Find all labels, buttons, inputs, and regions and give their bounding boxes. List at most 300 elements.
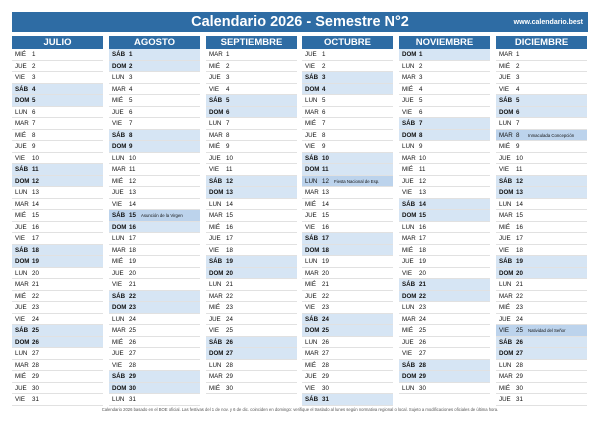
- day-number: 24: [32, 315, 39, 323]
- day-row: [12, 268, 103, 280]
- weekday-label: MIÉ: [499, 304, 511, 311]
- weekday-label: MAR: [305, 108, 319, 116]
- day-number: 5: [129, 97, 133, 104]
- day-row: [206, 84, 297, 96]
- day-number: 1: [516, 51, 520, 58]
- weekday-label: MAR: [209, 292, 223, 300]
- day-row: [206, 118, 297, 130]
- day-row: [496, 153, 587, 165]
- day-number: 28: [516, 361, 523, 369]
- day-number: 6: [32, 108, 36, 116]
- day-number: 22: [226, 292, 233, 300]
- weekday-label: VIE: [305, 62, 315, 70]
- day-row: [206, 164, 297, 176]
- weekday-label: DOM: [112, 62, 127, 70]
- day-number: 5: [419, 97, 423, 104]
- day-row: [302, 279, 393, 291]
- weekday-label: JUE: [209, 74, 221, 81]
- day-row: [12, 233, 103, 245]
- day-row: [109, 302, 200, 314]
- day-number: 22: [516, 292, 523, 300]
- day-row: [12, 348, 103, 360]
- day-number: 25: [129, 327, 136, 334]
- day-row: [302, 49, 393, 61]
- weekday-label: SÁB: [112, 51, 126, 58]
- day-number: 16: [322, 223, 329, 231]
- day-row: [109, 72, 200, 84]
- day-row: [399, 187, 490, 199]
- day-number: 25: [322, 327, 329, 334]
- weekday-label: MIÉ: [305, 361, 317, 369]
- weekday-label: JUE: [499, 315, 511, 323]
- day-number: 28: [226, 361, 233, 369]
- day-number: 16: [226, 223, 233, 231]
- day-row: [399, 325, 490, 337]
- day-number: 25: [32, 327, 39, 334]
- day-number: 9: [129, 143, 133, 150]
- day-row: [399, 348, 490, 360]
- day-row: [12, 176, 103, 188]
- day-number: 25: [226, 327, 233, 334]
- day-row: [496, 187, 587, 199]
- weekday-label: MIÉ: [15, 373, 27, 380]
- day-number: 21: [129, 281, 136, 288]
- day-number: 19: [419, 258, 426, 265]
- weekday-label: LUN: [402, 384, 415, 392]
- weekday-label: DOM: [499, 269, 514, 277]
- weekday-label: SÁB: [15, 246, 29, 254]
- weekday-label: SÁB: [402, 361, 416, 369]
- day-number: 24: [322, 315, 329, 323]
- day-row: [12, 256, 103, 268]
- day-number: 21: [322, 281, 329, 288]
- weekday-label: JUE: [305, 292, 317, 300]
- weekday-label: JUE: [499, 154, 511, 162]
- day-row: [496, 176, 587, 188]
- day-row: [302, 325, 393, 337]
- day-number: 21: [419, 281, 426, 288]
- weekday-label: LUN: [209, 281, 222, 288]
- day-number: 9: [32, 143, 36, 150]
- day-number: 16: [32, 223, 39, 231]
- weekday-label: MAR: [15, 281, 29, 288]
- weekday-label: LUN: [402, 143, 415, 150]
- weekday-label: DOM: [209, 269, 224, 277]
- weekday-label: SÁB: [305, 235, 319, 242]
- day-number: 18: [516, 246, 523, 254]
- weekday-label: SÁB: [499, 97, 513, 104]
- day-row: [496, 337, 587, 349]
- day-number: 11: [516, 166, 523, 173]
- day-row: [109, 325, 200, 337]
- day-row: [496, 302, 587, 314]
- weekday-label: VIE: [499, 327, 509, 334]
- day-number: 20: [226, 269, 233, 277]
- weekday-label: SÁB: [402, 120, 416, 127]
- day-number: 19: [32, 258, 39, 265]
- month-column-diciembre: [496, 36, 587, 406]
- day-number: 11: [32, 166, 39, 173]
- day-number: 10: [32, 154, 39, 162]
- day-row: [302, 141, 393, 153]
- day-number: 6: [322, 108, 326, 116]
- day-number: 12: [226, 177, 233, 185]
- day-row: [206, 153, 297, 165]
- day-number: 27: [419, 350, 426, 357]
- day-number: 30: [226, 384, 233, 392]
- day-row: [496, 383, 587, 395]
- day-row: [399, 279, 490, 291]
- weekday-label: MAR: [305, 269, 319, 277]
- day-row: [12, 61, 103, 73]
- weekday-label: DOM: [15, 177, 30, 185]
- weekday-label: LUN: [112, 154, 125, 162]
- day-row: [206, 245, 297, 257]
- day-row: [109, 141, 200, 153]
- day-number: 3: [226, 74, 230, 81]
- day-row: [12, 72, 103, 84]
- day-number: 8: [419, 131, 423, 139]
- day-number: 9: [322, 143, 326, 150]
- day-row: [496, 222, 587, 234]
- weekday-label: MIÉ: [209, 143, 221, 150]
- day-number: 22: [129, 292, 136, 300]
- weekday-label: MIÉ: [209, 223, 221, 231]
- weekday-label: LUN: [499, 361, 512, 369]
- weekday-label: JUE: [15, 62, 27, 70]
- weekday-label: MAR: [15, 200, 29, 208]
- weekday-label: SÁB: [499, 338, 513, 346]
- day-number: 6: [129, 108, 133, 116]
- day-number: 15: [226, 212, 233, 219]
- day-row: [12, 360, 103, 372]
- day-number: 27: [129, 350, 136, 357]
- day-row: [496, 245, 587, 257]
- day-number: 11: [419, 166, 426, 173]
- day-number: 5: [516, 97, 520, 104]
- weekday-label: JUE: [499, 74, 511, 81]
- weekday-label: DOM: [305, 85, 320, 93]
- day-row: [302, 153, 393, 165]
- weekday-label: MAR: [305, 350, 319, 357]
- weekday-label: JUE: [209, 154, 221, 162]
- day-number: 13: [226, 189, 233, 196]
- weekday-label: SÁB: [305, 315, 319, 323]
- weekday-label: MAR: [402, 154, 416, 162]
- day-number: 29: [419, 373, 426, 380]
- day-number: 8: [129, 131, 133, 139]
- day-number: 16: [419, 223, 426, 231]
- day-row: [206, 371, 297, 383]
- day-number: 7: [32, 120, 36, 127]
- day-row: [399, 268, 490, 280]
- weekday-label: MAR: [402, 315, 416, 323]
- day-number: 17: [226, 235, 233, 242]
- day-row: [399, 291, 490, 303]
- day-row: [12, 302, 103, 314]
- day-row: [109, 256, 200, 268]
- weekday-label: LUN: [499, 200, 512, 208]
- day-number: 10: [516, 154, 523, 162]
- weekday-label: DOM: [209, 350, 224, 357]
- weekday-label: LUN: [112, 315, 125, 323]
- day-row: [109, 176, 200, 188]
- day-row: [496, 360, 587, 372]
- weekday-label: DOM: [499, 189, 514, 196]
- day-number: 29: [129, 373, 136, 380]
- weekday-label: LUN: [305, 338, 318, 346]
- day-number: 9: [226, 143, 230, 150]
- weekday-label: MIÉ: [112, 97, 124, 104]
- day-number: 18: [322, 246, 329, 254]
- calendar-title: Calendario 2026 - Semestre N°2: [191, 14, 409, 30]
- weekday-label: SÁB: [15, 166, 29, 173]
- weekday-label: VIE: [209, 327, 219, 334]
- day-number: 19: [516, 258, 523, 265]
- weekday-label: DOM: [15, 258, 30, 265]
- website-label[interactable]: www.calendario.best: [513, 19, 583, 26]
- day-number: 24: [516, 315, 523, 323]
- weekday-label: MAR: [15, 120, 29, 127]
- weekday-label: DOM: [402, 212, 417, 219]
- weekday-label: LUN: [15, 269, 28, 277]
- day-number: 8: [32, 131, 36, 139]
- weekday-label: JUE: [112, 269, 124, 277]
- day-row: [109, 49, 200, 61]
- day-number: 26: [419, 338, 426, 346]
- day-number: 4: [129, 85, 133, 93]
- day-row: [496, 49, 587, 61]
- month-header: DICIEMBRE: [496, 36, 587, 49]
- weekday-label: VIE: [305, 223, 315, 231]
- month-column-agosto: [109, 36, 200, 406]
- day-number: 15: [322, 212, 329, 219]
- day-row: [109, 199, 200, 211]
- day-number: 21: [32, 281, 39, 288]
- weekday-label: SÁB: [499, 258, 513, 265]
- weekday-label: DOM: [305, 166, 320, 173]
- day-number: 31: [32, 396, 39, 403]
- day-number: 30: [516, 384, 523, 392]
- weekday-label: MAR: [499, 131, 513, 139]
- weekday-label: JUE: [499, 396, 511, 403]
- weekday-label: JUE: [305, 51, 317, 58]
- month-column-octubre: [302, 36, 393, 406]
- weekday-label: DOM: [402, 131, 417, 139]
- day-row: [109, 233, 200, 245]
- holiday-name: Fiesta Nacional de Esp.: [334, 178, 380, 184]
- weekday-label: JUE: [305, 131, 317, 139]
- day-number: 28: [32, 361, 39, 369]
- day-number: 5: [226, 97, 230, 104]
- day-row: [206, 233, 297, 245]
- day-number: 21: [516, 281, 523, 288]
- day-number: 10: [226, 154, 233, 162]
- weekday-label: LUN: [305, 177, 318, 185]
- day-number: 12: [419, 177, 426, 185]
- day-number: 13: [516, 189, 523, 196]
- day-row: [399, 164, 490, 176]
- day-row: [302, 95, 393, 107]
- day-row: [399, 314, 490, 326]
- day-row: [496, 199, 587, 211]
- day-number: 26: [32, 338, 39, 346]
- day-number: 28: [419, 361, 426, 369]
- day-number: 14: [516, 200, 523, 208]
- weekday-label: DOM: [402, 373, 417, 380]
- weekday-label: SÁB: [209, 258, 223, 265]
- weekday-label: DOM: [112, 384, 127, 392]
- day-row: [399, 61, 490, 73]
- day-row: [399, 107, 490, 119]
- weekday-label: MAR: [112, 327, 126, 334]
- weekday-label: DOM: [112, 143, 127, 150]
- day-number: 13: [129, 189, 136, 196]
- day-number: 2: [129, 62, 133, 70]
- weekday-label: LUN: [15, 350, 28, 357]
- weekday-label: MIÉ: [15, 131, 27, 139]
- day-row: [399, 72, 490, 84]
- day-row: [399, 360, 490, 372]
- day-row: [302, 233, 393, 245]
- weekday-label: LUN: [112, 235, 125, 242]
- day-row: [206, 325, 297, 337]
- weekday-label: SÁB: [15, 85, 29, 93]
- day-row: [302, 371, 393, 383]
- day-number: 9: [516, 143, 520, 150]
- weekday-label: VIE: [305, 384, 315, 392]
- month-column-septiembre: [206, 36, 297, 394]
- day-number: 17: [129, 235, 136, 242]
- weekday-label: VIE: [15, 235, 25, 242]
- day-row: [302, 383, 393, 395]
- day-row: [206, 314, 297, 326]
- day-row: [206, 187, 297, 199]
- weekday-label: LUN: [112, 74, 125, 81]
- day-number: 14: [322, 200, 329, 208]
- day-number: 29: [226, 373, 233, 380]
- day-row: [496, 291, 587, 303]
- day-number: 16: [516, 223, 523, 231]
- weekday-label: SÁB: [112, 373, 126, 380]
- day-number: 11: [322, 166, 329, 173]
- weekday-label: VIE: [499, 166, 509, 173]
- day-number: 17: [322, 235, 329, 242]
- weekday-label: MAR: [15, 361, 29, 369]
- weekday-label: MAR: [112, 246, 126, 254]
- weekday-label: SÁB: [112, 212, 126, 219]
- day-row: [109, 153, 200, 165]
- weekday-label: SÁB: [112, 131, 126, 139]
- day-row: [496, 61, 587, 73]
- day-number: 15: [516, 212, 523, 219]
- day-row: [399, 210, 490, 222]
- weekday-label: LUN: [499, 281, 512, 288]
- day-number: 14: [226, 200, 233, 208]
- day-row: [109, 383, 200, 395]
- day-number: 22: [32, 292, 39, 300]
- day-row: [12, 210, 103, 222]
- day-row: [496, 348, 587, 360]
- day-row: [496, 394, 587, 406]
- weekday-label: VIE: [305, 143, 315, 150]
- day-row: [12, 153, 103, 165]
- holiday-day-row: [496, 325, 587, 337]
- day-number: 23: [226, 304, 233, 311]
- day-number: 13: [419, 189, 426, 196]
- weekday-label: MIÉ: [305, 120, 317, 127]
- day-number: 3: [322, 74, 326, 81]
- day-row: [206, 49, 297, 61]
- day-row: [302, 360, 393, 372]
- day-number: 20: [322, 269, 329, 277]
- day-row: [399, 118, 490, 130]
- weekday-label: MAR: [209, 212, 223, 219]
- day-row: [496, 164, 587, 176]
- day-row: [12, 314, 103, 326]
- weekday-label: LUN: [402, 62, 415, 70]
- day-row: [302, 291, 393, 303]
- day-row: [109, 245, 200, 257]
- weekday-label: VIE: [402, 269, 412, 277]
- day-row: [109, 187, 200, 199]
- day-number: 12: [32, 177, 39, 185]
- day-row: [12, 84, 103, 96]
- day-row: [206, 348, 297, 360]
- day-number: 18: [419, 246, 426, 254]
- day-number: 17: [419, 235, 426, 242]
- weekday-label: JUE: [402, 338, 414, 346]
- day-row: [496, 314, 587, 326]
- day-number: 28: [322, 361, 329, 369]
- month-header: AGOSTO: [109, 36, 200, 49]
- weekday-label: JUE: [305, 212, 317, 219]
- weekday-label: JUE: [402, 177, 414, 185]
- day-row: [12, 49, 103, 61]
- weekday-label: DOM: [305, 246, 320, 254]
- day-row: [12, 118, 103, 130]
- day-row: [109, 130, 200, 142]
- day-number: 10: [129, 154, 136, 162]
- day-number: 27: [516, 350, 523, 357]
- day-row: [302, 187, 393, 199]
- day-row: [206, 337, 297, 349]
- day-number: 19: [322, 258, 329, 265]
- weekday-label: MIÉ: [402, 246, 414, 254]
- holiday-name: Inmaculada Concepción: [528, 132, 575, 138]
- day-number: 23: [419, 304, 426, 311]
- day-row: [302, 222, 393, 234]
- day-row: [399, 222, 490, 234]
- day-row: [399, 176, 490, 188]
- weekday-label: DOM: [402, 292, 417, 300]
- day-row: [302, 302, 393, 314]
- day-row: [12, 199, 103, 211]
- day-number: 31: [129, 396, 136, 403]
- weekday-label: MIÉ: [15, 212, 27, 219]
- month-column-julio: [12, 36, 103, 406]
- day-row: [12, 141, 103, 153]
- day-number: 19: [129, 258, 136, 265]
- day-row: [206, 210, 297, 222]
- weekday-label: VIE: [112, 120, 122, 127]
- day-row: [206, 268, 297, 280]
- day-number: 18: [129, 246, 136, 254]
- weekday-label: DOM: [402, 51, 417, 58]
- day-row: [12, 164, 103, 176]
- day-row: [12, 279, 103, 291]
- month-header: OCTUBRE: [302, 36, 393, 49]
